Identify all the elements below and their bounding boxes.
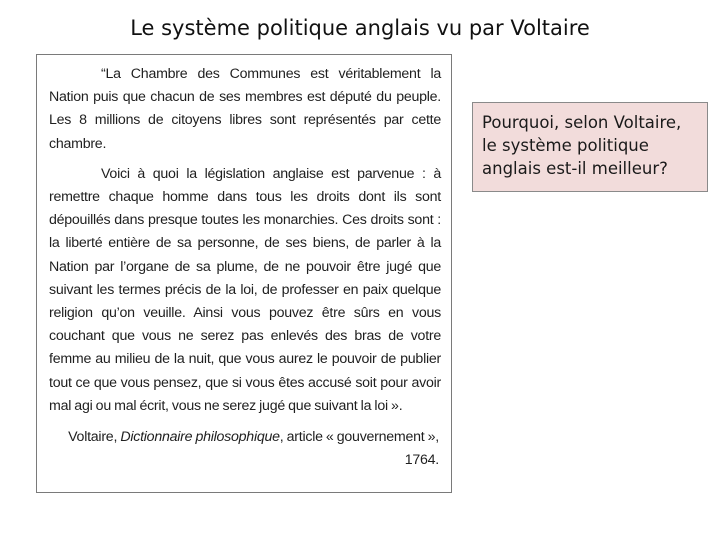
- quote-paragraph-2: Voici à quoi la législation anglaise est parvenue : à remettre chaque homme dans tous les droits dont ils sont dépouillés dans presque toutes les monarchies. Ces droits sont : la liberté entière de sa personne, de ses biens, de parler à la Nation par l’organe de sa plume, de ne pouvoir être jugé que suivant les termes précis de la loi, de professer en paix quelque religion qu’on veuille. Ainsi vous pouvez être sûrs en vous couchant que vous ne serez pas enlevés des bras de votre femme au milieu de la nuit, que vous aurez le pouvoir de publier tout ce que vous pensez, que si vous êtes accusé soit pour avoir mal agi ou mal écrit, vous ne serez jugé que suivant la loi ».: [49, 165, 441, 414]
- slide-title: Le système politique anglais vu par Voltaire: [130, 16, 590, 40]
- quote-box: [36, 54, 452, 493]
- citation-work: Dictionnaire philosophique: [120, 429, 280, 446]
- citation: [49, 426, 441, 472]
- question-text: Pourquoi, selon Voltaire, le système politique anglais est-il meilleur?: [482, 113, 682, 178]
- citation-author: Voltaire,: [68, 429, 118, 446]
- quote-paragraph-1: “La Chambre des Communes est véritablement la Nation puis que chacun de ses membres est député du peuple. Les 8 millions de citoyens libres sont représentés par cette chambre.: [49, 66, 441, 152]
- question-box: [472, 102, 708, 192]
- citation-rest: , article « gouvernement », 1764.: [279, 429, 439, 469]
